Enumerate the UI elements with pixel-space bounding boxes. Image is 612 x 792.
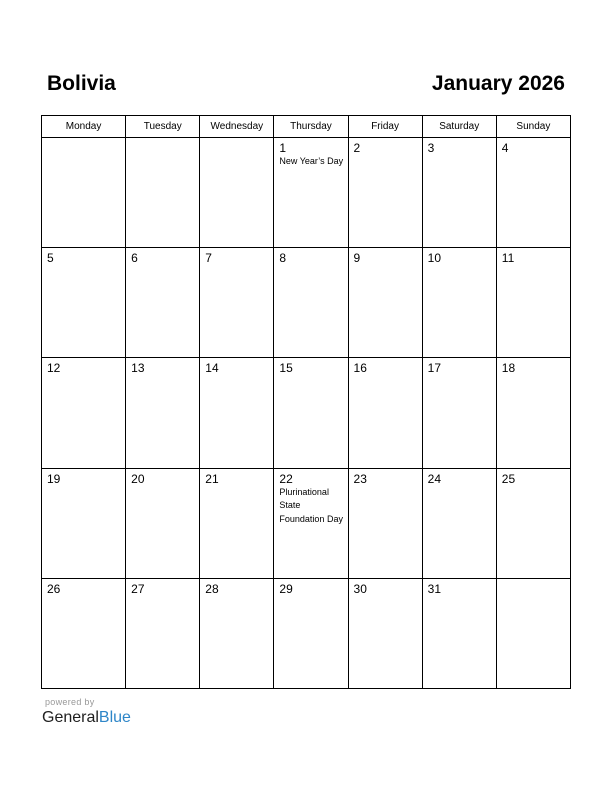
day-number: 16: [353, 361, 367, 376]
holiday-label: Plurinational State Foundation Day: [279, 486, 343, 524]
day-number: 31: [427, 581, 442, 596]
day-cell: [496, 248, 570, 358]
week-row: [42, 138, 571, 248]
day-cell: [274, 578, 348, 688]
logo-text-general: General: [42, 709, 99, 726]
day-cell: [200, 578, 274, 688]
day-cell: [42, 358, 126, 468]
day-number: 23: [353, 471, 367, 486]
day-cell: [422, 138, 496, 248]
day-cell: [422, 248, 496, 358]
day-cell: [126, 468, 200, 578]
month-year-title: January 2026: [431, 72, 565, 95]
day-cell: [496, 578, 570, 688]
day-cell: [496, 138, 570, 248]
day-cell: [200, 358, 274, 468]
day-cell: [422, 468, 496, 578]
day-number: 24: [427, 471, 442, 486]
day-number: 29: [279, 581, 293, 596]
weekday-header: Sunday: [496, 116, 570, 138]
day-cell: [200, 138, 274, 248]
day-number: 20: [131, 471, 145, 486]
day-number: 17: [427, 361, 442, 376]
day-number: 18: [501, 361, 516, 376]
weekday-header: Saturday: [422, 116, 496, 138]
day-number: 10: [427, 251, 442, 266]
day-number: 30: [353, 581, 367, 596]
day-number: 25: [501, 471, 516, 486]
day-cell: [200, 468, 274, 578]
day-number: [200, 138, 273, 141]
day-cell: [348, 248, 422, 358]
day-cell: [348, 578, 422, 688]
day-cell: [126, 358, 200, 468]
day-cell: [348, 358, 422, 468]
day-number: 5: [47, 251, 54, 266]
day-number: 2: [353, 141, 361, 155]
day-cell: [42, 138, 126, 248]
day-cell: [422, 358, 496, 468]
weekday-header-row: [42, 116, 571, 138]
day-number: 7: [205, 251, 212, 266]
week-row: [42, 248, 571, 358]
day-number: 27: [131, 581, 145, 596]
day-cell: [348, 138, 422, 248]
day-number: 13: [131, 361, 145, 376]
day-cell: [496, 358, 570, 468]
generalblue-logo[interactable]: [42, 708, 131, 728]
day-cell: [42, 248, 126, 358]
day-number: 11: [501, 251, 515, 266]
day-cell: [348, 468, 422, 578]
day-number: [126, 138, 199, 141]
day-number: 15: [279, 361, 293, 376]
day-cell: [200, 248, 274, 358]
day-number: 8: [279, 251, 287, 266]
weekday-header: Thursday: [274, 116, 348, 138]
day-cell: [126, 578, 200, 688]
day-number: 14: [205, 361, 219, 376]
week-row: [42, 468, 571, 578]
day-cell: [422, 578, 496, 688]
day-cell: [274, 468, 348, 578]
week-row: [42, 578, 571, 688]
day-cell: [496, 468, 570, 578]
day-cell: [274, 138, 348, 248]
week-row: [42, 358, 571, 468]
day-number: 26: [47, 581, 61, 596]
day-number: 9: [353, 251, 361, 266]
day-number: 19: [47, 471, 61, 486]
day-cell: [126, 138, 200, 248]
day-number: 6: [131, 251, 138, 266]
day-cell: [274, 358, 348, 468]
day-number: 4: [501, 141, 509, 155]
day-number: [42, 138, 125, 141]
day-number: 1: [279, 141, 287, 155]
weekday-header: Friday: [348, 116, 422, 138]
day-cell: [42, 578, 126, 688]
day-cell: [126, 248, 200, 358]
day-number: 22: [279, 471, 293, 486]
day-cell: [42, 468, 126, 578]
day-number: 21: [205, 471, 219, 486]
country-title: Bolivia: [47, 72, 116, 95]
weekday-header: Wednesday: [200, 116, 274, 138]
day-cell: [274, 248, 348, 358]
day-number: 28: [205, 581, 219, 596]
holiday-label: New Year’s Day: [279, 156, 344, 166]
weekday-header: Monday: [42, 116, 126, 138]
day-number: [497, 579, 570, 582]
day-number: 3: [427, 141, 435, 155]
logo-text-blue: Blue: [98, 709, 131, 726]
day-number: 12: [47, 361, 61, 376]
calendar-grid: [41, 115, 571, 689]
weekday-header: Tuesday: [126, 116, 200, 138]
powered-by-label: powered by: [45, 697, 95, 707]
